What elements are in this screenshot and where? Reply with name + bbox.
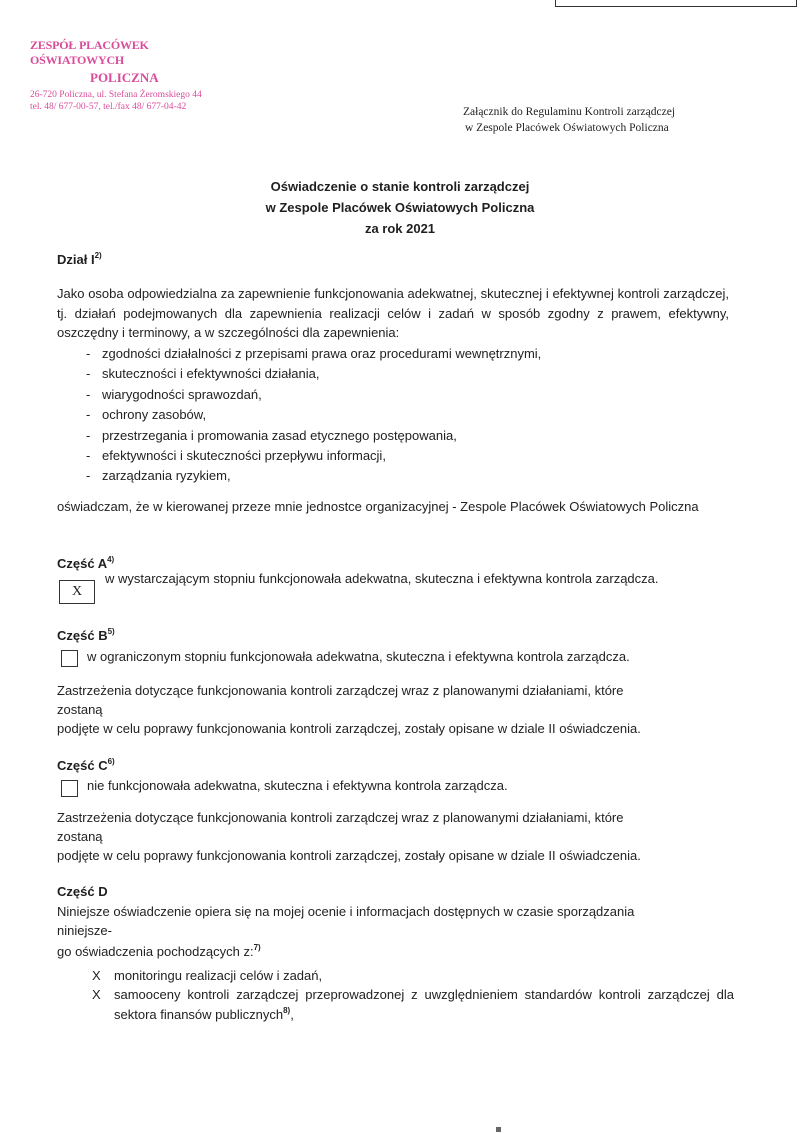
czesc-d-line-2: niniejsze- (57, 923, 112, 938)
source-item-mark: X (92, 968, 101, 983)
czesc-d-footnote-ref: 7) (253, 943, 261, 952)
dzial-1-footnote-ref: 2) (94, 251, 102, 260)
czesc-a-checkbox[interactable]: X (59, 580, 95, 604)
czesc-c-note-line-1: Zastrzeżenia dotyczące funkcjonowania kontroli zarządczej wraz z planowanymi działaniami, które (57, 810, 624, 825)
section-heading-czesc-c (57, 758, 115, 773)
czesc-b-checkbox[interactable] (61, 650, 78, 667)
source-item-self-assessment (92, 985, 737, 1025)
section-heading-czesc-a (57, 556, 114, 571)
self-assessment-text: samooceny kontroli zarządczej przeprowadzonej z uwzględnieniem standardów kontroli zarządczej dla sektora finansów publicznych (114, 987, 734, 1022)
czesc-c-footnote-ref: 6) (107, 757, 115, 766)
school-stamp (30, 38, 230, 112)
czesc-b-note-line-2: zostaną (57, 702, 103, 717)
czesc-d-line-3-text: go oświadczenia pochodzących z: (57, 944, 254, 959)
section-heading-czesc-b (57, 628, 115, 643)
dzial-1-intro: Jako osoba odpowiedzialna za zapewnienie funkcjonowania adekwatnej, skutecznej i efektywnej kontroli zarządczej, tj. działań podejmowanych dla zapewnienia realizacji celów i zadań w sposób zgodny z prawem, efektywny, oszczędny i terminowy, a w szczególności dla zapewnienia: (57, 286, 729, 340)
stamp-line-phone: tel. 48/ 677-00-57, tel./fax 48/ 677-04-42 (30, 102, 187, 112)
czesc-a-footnote-ref: 4) (107, 555, 115, 564)
annex-line-1: Załącznik do Regulaminu Kontroli zarządczej (463, 106, 676, 118)
section-heading-czesc-d: Część D (57, 884, 108, 899)
declaration-text: oświadczam, że w kierowanej przeze mnie jednostce organizacyjnej - Zespole Placówek Oświatowych Policzna (57, 499, 699, 514)
source-item-text: monitoringu realizacji celów i zadań, (114, 968, 323, 983)
source-item-mark: X (92, 987, 101, 1002)
page-bottom-mark (496, 1127, 501, 1132)
stamp-line-town: POLICZNA (90, 70, 159, 85)
list-item: - wiarygodności sprawozdań, (86, 385, 541, 405)
title-line-3: za rok 2021 (364, 221, 436, 236)
czesc-a-heading-text: Część A (57, 556, 108, 571)
list-item: - zgodności działalności z przepisami prawa oraz procedurami wewnętrznymi, (86, 344, 541, 364)
self-assessment-tail: , (290, 1006, 294, 1022)
list-item: - efektywności i skuteczności przepływu informacji, (86, 446, 541, 466)
top-form-box (555, 0, 797, 7)
czesc-c-text: nie funkcjonowała adekwatna, skuteczna i efektywna kontrola zarządcza. (87, 778, 508, 793)
stamp-line-name: ZESPÓŁ PLACÓWEK OŚWIATOWYCH (30, 38, 149, 67)
czesc-c-checkbox[interactable] (61, 780, 78, 797)
section-heading-dzial-1 (57, 252, 102, 267)
document-title (0, 176, 800, 239)
czesc-b-note-line-1: Zastrzeżenia dotyczące funkcjonowania kontroli zarządczej wraz z planowanymi działaniami, które (57, 683, 624, 698)
list-item: - skuteczności i efektywności działania, (86, 364, 541, 384)
source-item-text (114, 985, 734, 1024)
czesc-c-note-line-2: zostaną (57, 829, 103, 844)
czesc-d-line-3 (57, 942, 729, 962)
source-item-monitoring (92, 966, 737, 986)
czesc-b-footnote-ref: 5) (107, 627, 115, 636)
annex-line-2: w Zespole Placówek Oświatowych Policzna (465, 122, 669, 134)
assurance-list (86, 344, 541, 487)
annex-note (463, 104, 675, 136)
czesc-c-note-line-3: podjęte w celu poprawy funkcjonowania kontroli zarządczej, zostały opisane w dziale II oświadczenia. (57, 848, 641, 863)
czesc-b-note-line-3: podjęte w celu poprawy funkcjonowania kontroli zarządczej, zostały opisane w dziale II oświadczenia. (57, 721, 641, 736)
self-assessment-footnote-ref: 8) (283, 1005, 291, 1015)
list-item: - zarządzania ryzykiem, (86, 466, 541, 486)
dzial-1-heading-text: Dział I (57, 252, 95, 267)
czesc-c-heading-text: Część C (57, 758, 108, 773)
stamp-line-address: 26-720 Policzna, ul. Stefana Żeromskiego 44 (30, 90, 202, 100)
czesc-d-line-1: Niniejsze oświadczenie opiera się na mojej ocenie i informacjach dostępnych w czasie sporządzania (57, 904, 635, 919)
list-item: - ochrony zasobów, (86, 405, 541, 425)
czesc-b-heading-text: Część B (57, 628, 108, 643)
czesc-a-text: w wystarczającym stopniu funkcjonowała adekwatna, skuteczna i efektywna kontrola zarządcza. (105, 571, 659, 586)
czesc-b-text: w ograniczonym stopniu funkcjonowała adekwatna, skuteczna i efektywna kontrola zarządcza. (87, 649, 630, 664)
title-line-2: w Zespole Placówek Oświatowych Policzna (265, 200, 535, 215)
list-item: - przestrzegania i promowania zasad etycznego postępowania, (86, 426, 541, 446)
title-line-1: Oświadczenie o stanie kontroli zarządczej (270, 179, 530, 194)
